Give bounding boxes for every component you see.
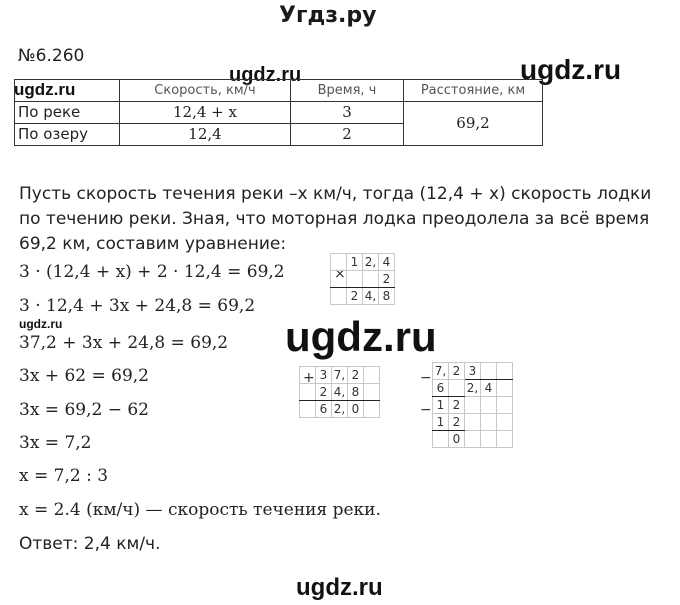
add-cell: 6 bbox=[316, 401, 332, 418]
header-speed: Скорость, км/ч bbox=[120, 80, 291, 102]
div-cell bbox=[465, 397, 481, 414]
mult-cell: 4, bbox=[363, 288, 379, 305]
equation-7: x = 7,2 : 3 bbox=[19, 466, 109, 486]
minus-operator-1: − bbox=[420, 370, 432, 386]
mult-cell bbox=[331, 288, 347, 305]
div-cell bbox=[481, 397, 497, 414]
div-cell: 4 bbox=[481, 380, 497, 397]
mult-cell bbox=[347, 271, 363, 288]
div-cell bbox=[497, 380, 513, 397]
div-cell bbox=[497, 414, 513, 431]
div-cell bbox=[481, 431, 497, 448]
div-cell bbox=[465, 414, 481, 431]
data-table bbox=[14, 79, 543, 146]
equation-6: 3x = 7,2 bbox=[19, 433, 92, 453]
div-cell bbox=[481, 414, 497, 431]
cell-speed-lake: 12,4 bbox=[120, 124, 291, 146]
mult-cell: 8 bbox=[379, 288, 395, 305]
watermark-top-left: ugdz.ru bbox=[14, 80, 76, 99]
div-cell bbox=[497, 431, 513, 448]
mult-cell: 1 bbox=[347, 254, 363, 271]
div-cell: 2 bbox=[449, 363, 465, 380]
plus-operator: + bbox=[303, 370, 315, 386]
cell-time-lake: 2 bbox=[291, 124, 404, 146]
cell-time-river: 3 bbox=[291, 102, 404, 124]
mult-cell bbox=[331, 271, 347, 288]
div-cell bbox=[465, 431, 481, 448]
problem-number: №6.260 bbox=[18, 46, 85, 66]
add-cell bbox=[300, 367, 316, 384]
watermark-top-right: ugdz.ru bbox=[520, 54, 622, 85]
solution-paragraph: Пусть скорость течения реки –x км/ч, тогда (12,4 + x) скорость лодки по течению реки. Зная, что моторная лодка преодолела за всё время 69,2 км, составим уравнение: bbox=[19, 184, 652, 254]
div-cell bbox=[449, 380, 465, 397]
mult-cell: 2 bbox=[379, 271, 395, 288]
multiplication-grid bbox=[330, 253, 395, 305]
row-label-lake: По озеру bbox=[15, 124, 120, 146]
div-cell bbox=[481, 363, 497, 380]
watermark-top-mid: ugdz.ru bbox=[229, 64, 302, 86]
equation-5: 3x = 69,2 − 62 bbox=[19, 400, 149, 420]
add-cell: 2, bbox=[332, 401, 348, 418]
add-cell: 7, bbox=[332, 367, 348, 384]
div-cell: 2, bbox=[465, 380, 481, 397]
div-cell: 6 bbox=[433, 380, 449, 397]
mult-cell: 2, bbox=[363, 254, 379, 271]
site-title[interactable]: Угдз.ру bbox=[279, 3, 377, 28]
equation-3: 37,2 + 3x + 24,8 = 69,2 bbox=[19, 333, 229, 353]
div-cell: 1 bbox=[433, 414, 449, 431]
watermark-bottom: ugdz.ru bbox=[296, 574, 383, 601]
mult-cell bbox=[363, 271, 379, 288]
div-cell: 3 bbox=[465, 363, 481, 380]
add-cell: 8 bbox=[348, 384, 364, 401]
add-cell: 2 bbox=[348, 367, 364, 384]
mult-cell: 2 bbox=[347, 288, 363, 305]
equation-1: 3 · (12,4 + x) + 2 · 12,4 = 69,2 bbox=[19, 262, 285, 282]
watermark-center: ugdz.ru bbox=[285, 313, 437, 360]
div-cell: 2 bbox=[449, 414, 465, 431]
div-cell: 2 bbox=[449, 397, 465, 414]
header-time: Время, ч bbox=[291, 80, 404, 102]
addition-grid bbox=[299, 366, 380, 418]
div-cell: 1 bbox=[433, 397, 449, 414]
div-cell bbox=[433, 431, 449, 448]
div-cell bbox=[497, 397, 513, 414]
add-cell: 0 bbox=[348, 401, 364, 418]
mult-cell: 4 bbox=[379, 254, 395, 271]
add-cell: 3 bbox=[316, 367, 332, 384]
add-cell: 4, bbox=[332, 384, 348, 401]
cell-speed-river: 12,4 + x bbox=[120, 102, 291, 124]
minus-operator-2: − bbox=[420, 402, 432, 418]
add-cell bbox=[300, 401, 316, 418]
multiply-operator: × bbox=[334, 266, 346, 282]
add-cell bbox=[300, 384, 316, 401]
equation-8: x = 2.4 (км/ч) — скорость течения реки. bbox=[19, 500, 381, 520]
mult-cell bbox=[331, 254, 347, 271]
cell-distance: 69,2 bbox=[404, 102, 543, 146]
division-grid bbox=[432, 362, 513, 448]
watermark-small-left: ugdz.ru bbox=[19, 317, 63, 331]
equation-2: 3 · 12,4 + 3x + 24,8 = 69,2 bbox=[19, 296, 256, 316]
div-cell bbox=[497, 363, 513, 380]
div-cell: 7, bbox=[433, 363, 449, 380]
row-label-river: По реке bbox=[15, 102, 120, 124]
answer: Ответ: 2,4 км/ч. bbox=[19, 534, 161, 554]
header-distance: Расстояние, км bbox=[404, 80, 543, 102]
equation-4: 3x + 62 = 69,2 bbox=[19, 366, 149, 386]
add-cell: 2 bbox=[316, 384, 332, 401]
div-cell: 0 bbox=[449, 431, 465, 448]
